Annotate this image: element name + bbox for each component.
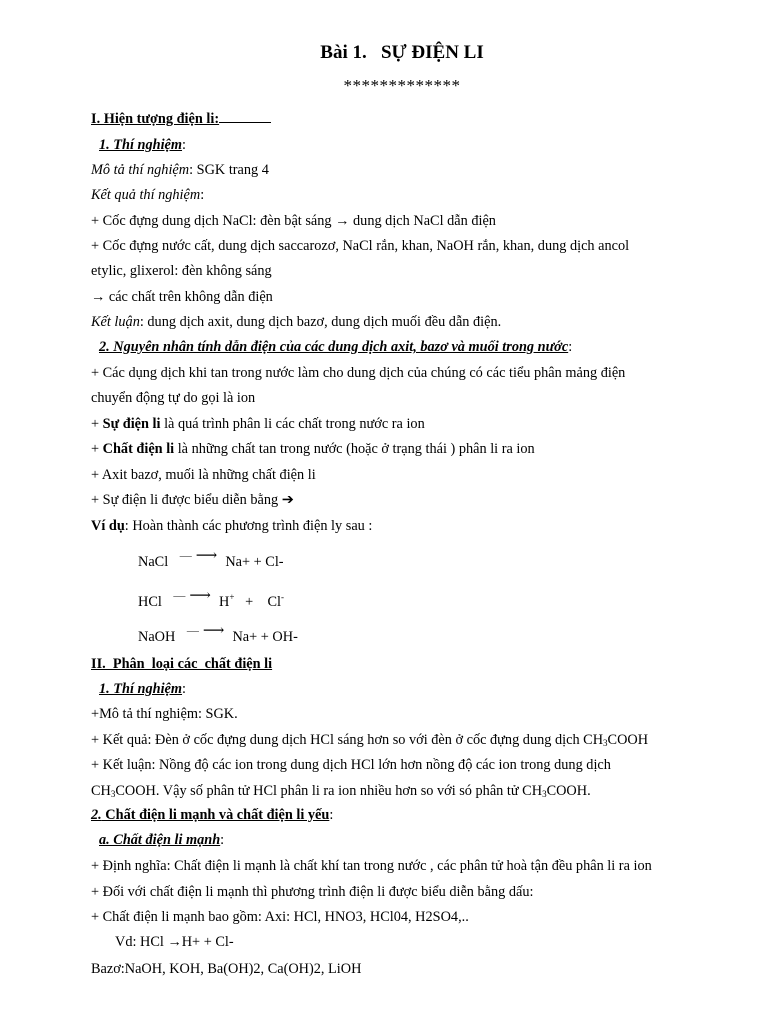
nguyennhan-line-e: + Các dụng dịch khi tan trong nước làm cho dung dịch của chúng có các tiểu phân mảng điện [91,365,626,381]
equation-naoh: NaOH — ⟶ Na+ + OH- [138,622,298,645]
bieu-dien-line: + Sự điện li được biểu diễn bằng ➔ [91,492,294,508]
page-title: Bài 1. SỰ ĐIỆN LI [320,42,484,63]
definition-chat-dien-li: + Chất điện li là những chất tan trong nước (hoặc ở trạng thái ) phân li ra ion [91,441,535,457]
right-arrow-icon: → [167,934,182,950]
vidu-line: Ví dụ: Hoàn thành các phương trình điện ly sau : [91,518,373,534]
thinghiem-line-c: + Kết luận: Nồng độ các ion trong dung dịch HCl lớn hơn nồng độ các ion trong dung dịch [91,757,611,773]
section-2-sub1: 1. Thí nghiệm: [99,681,187,697]
reaction-arrow-icon: — ⟶ [173,587,211,604]
definition-su-dien-li: + Sự điện li là quá trình phân li các chất trong nước ra ion [91,416,425,432]
ketqua-line-d: → các chất trên không dẫn điện [91,289,273,305]
reaction-arrow-icon: — ⟶ [186,622,225,639]
title-separator: ************* [343,76,461,95]
heading-underline [219,110,271,123]
section-2-heading: II. Phân loại các chất điện li [91,656,273,672]
section-2-sub2: 2. Chất điện li mạnh và chất điện li yếu: [91,807,334,823]
thinghiem-line-a: +Mô tả thí nghiệm: SGK. [91,706,238,722]
bazo-line: Bazơ:NaOH, KOH, Ba(OH)2, Ca(OH)2, LiOH [91,961,362,977]
thinghiem-line-b: + Kết quả: Đèn ở cốc đựng dung dịch HCl sáng hơn so với đèn ở cốc đựng dung dịch $CH_3COOH$ [91,732,649,748]
ketluan-line: Kết luận: dung dịch axit, dung dịch bazơ, dung dịch muối đều dẫn điện. [91,314,502,330]
arrow-icon: ➔ [281,492,294,508]
manh-axit-line: + Chất điện li mạnh bao gồm: Axi: HCl, HNO3, HCl04, H2SO4,.. [91,909,469,925]
ketqua-line-a: + Cốc đựng dung dịch NaCl: đèn bật sáng → dung dịch NaCl dẫn điện [91,213,496,229]
right-arrow-icon: → [335,213,350,229]
equation-hcl: HCl — ⟶ H+ + Cl- [138,587,285,610]
section-1-sub2: 2. Nguyên nhân tính dẫn điện của các dung dịch axit, bazơ và muối trong nước: [99,339,573,355]
section-2-suba: a. Chất điện li mạnh: [99,832,225,848]
ketqua-line: Kết quả thí nghiệm: [91,187,205,203]
manh-equation-sign-line: + Đối với chất điện li mạnh thì phương trình điện li được biểu diễn bằng dấu: [91,884,534,900]
right-arrow-icon: → [91,289,106,305]
reaction-arrow-icon: — ⟶ [179,547,218,564]
axit-bazo-line: + Axit bazơ, muối là những chất điện li [91,467,316,483]
equation-nacl: NaCl — ⟶ Na+ + Cl- [138,547,284,570]
ketqua-line-b: + Cốc đựng nước cất, dung dịch saccarozơ, NaCl rắn, khan, NaOH rắn, khan, dung dịch ancol [91,238,630,254]
section-1-sub1: 1. Thí nghiệm: [99,137,187,153]
section-1-heading: I. Hiện tượng điện li: [91,110,271,128]
vd-hcl-line: Vd: HCl →H+ + Cl- [115,934,234,950]
mota-line: Mô tả thí nghiệm: SGK trang 4 [91,162,269,178]
nguyennhan-line-f: chuyển động tự do gọi là ion [91,390,256,406]
manh-definition-line: + Định nghĩa: Chất điện li mạnh là chất khí tan trong nước , các phân tử hoà tận đều phân li ra ion [91,858,652,874]
ketqua-line-c: etylic, glixerol: đèn không sáng [91,263,272,279]
thinghiem-line-d: $CH_3COOH$. Vậy số phân tử HCl phân li ra ion nhiều hơn so với só phân tử $CH_3COOH$. [91,783,591,799]
